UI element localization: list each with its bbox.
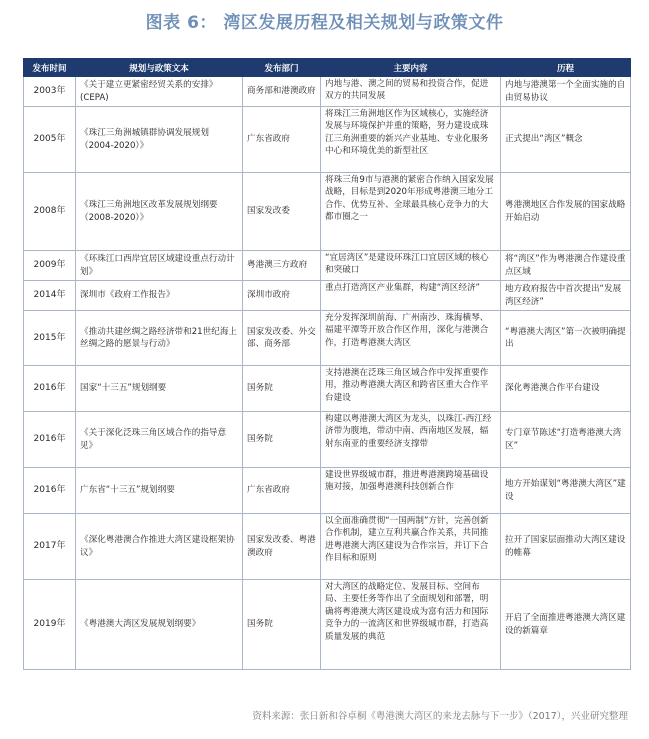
cell-content: 以全面准确贯彻“一国两制”方针，完善创新合作机制，建立互利共赢合作关系，共同推进粤港澳大湾区建设为合作宗旨，并订下合作目标和原则 xyxy=(321,514,501,580)
cell-year: 2005年 xyxy=(24,107,76,173)
table-row xyxy=(24,77,631,107)
table-row xyxy=(24,514,631,580)
table-row xyxy=(24,311,631,366)
cell-department: 国务院 xyxy=(243,412,321,468)
cell-document: 《珠江三角洲地区改革发展规划纲要（2008-2020）》 xyxy=(76,173,243,251)
cell-document: 《关于深化泛珠三角区域合作的指导意见》 xyxy=(76,412,243,468)
cell-content: 将珠三角9市与港澳的紧密合作纳入国家发展战略，目标是到2020年形成粤港澳三地分工合作、优势互补、全球最具核心竞争力的大都市圈之一 xyxy=(321,173,501,251)
cell-department: 国务院 xyxy=(243,366,321,412)
table-row xyxy=(24,580,631,670)
cell-content: 将珠江三角洲地区作为区域核心，实施经济发展与环境保护并重的策略，努力建设成珠江三角洲重要的新兴产业基地、专业化服务中心和环境优美的新型社区 xyxy=(321,107,501,173)
cell-department: 国家发改委、粤港澳政府 xyxy=(243,514,321,580)
cell-year: 2016年 xyxy=(24,468,76,514)
cell-department: 国家发改委 xyxy=(243,173,321,251)
table-row xyxy=(24,468,631,514)
cell-year: 2019年 xyxy=(24,580,76,670)
cell-year: 2008年 xyxy=(24,173,76,251)
cell-year: 2014年 xyxy=(24,281,76,311)
cell-content: 充分发挥深圳前海、广州南沙、珠海横琴、福建平潭等开放合作区作用，深化与港澳合作，打造粤港澳大湾区 xyxy=(321,311,501,366)
header-date: 发布时间 xyxy=(24,59,76,77)
table-row xyxy=(24,173,631,251)
cell-year: 2003年 xyxy=(24,77,76,107)
cell-document: 《环珠江口西岸宜居区域建设重点行动计划》 xyxy=(76,251,243,281)
header-document: 规划与政策文本 xyxy=(76,59,243,77)
cell-document: 《关于建立更紧密经贸关系的安排》(CEPA) xyxy=(76,77,243,107)
cell-department: 深圳市政府 xyxy=(243,281,321,311)
cell-document: 《深化粤港澳合作推进大湾区建设框架协议》 xyxy=(76,514,243,580)
cell-department: 商务部和港澳政府 xyxy=(243,77,321,107)
cell-history: 开启了全面推进粤港澳大湾区建设的新篇章 xyxy=(501,580,631,670)
cell-year: 2016年 xyxy=(24,412,76,468)
cell-department: 粤港澳三方政府 xyxy=(243,251,321,281)
cell-document: 深圳市《政府工作报告》 xyxy=(76,281,243,311)
table-row xyxy=(24,281,631,311)
cell-content: 构建以粤港澳大湾区为龙头，以珠江-西江经济带为腹地，带动中南、西南地区发展，辐射东南亚的重要经济支撑带 xyxy=(321,412,501,468)
cell-history: 专门章节陈述“打造粤港澳大湾区” xyxy=(501,412,631,468)
table-row xyxy=(24,366,631,412)
header-department: 发布部门 xyxy=(243,59,321,77)
cell-content: “宜居湾区”是建设环珠江口宜居区域的核心和突破口 xyxy=(321,251,501,281)
cell-year: 2016年 xyxy=(24,366,76,412)
table-row xyxy=(24,251,631,281)
cell-year: 2009年 xyxy=(24,251,76,281)
cell-document: 国家“十三五”规划纲要 xyxy=(76,366,243,412)
table-row xyxy=(24,412,631,468)
cell-department: 国家发改委、外交部、商务部 xyxy=(243,311,321,366)
cell-content: 内地与港、澳之间的贸易和投资合作，促进双方的共同发展 xyxy=(321,77,501,107)
cell-history: 拉开了国家层面推动大湾区建设的帷幕 xyxy=(501,514,631,580)
cell-year: 2015年 xyxy=(24,311,76,366)
table-row xyxy=(24,107,631,173)
cell-history: 地方开始谋划“粤港澳大湾区”建设 xyxy=(501,468,631,514)
cell-history: 粤港澳地区合作发展的国家战略开始启动 xyxy=(501,173,631,251)
cell-year: 2017年 xyxy=(24,514,76,580)
cell-document: 广东省“十三五”规划纲要 xyxy=(76,468,243,514)
cell-history: 将“湾区”作为粤港澳合作建设重点区域 xyxy=(501,251,631,281)
cell-content: 重点打造湾区产业集群，构建“湾区经济” xyxy=(321,281,501,311)
cell-history: 深化粤港澳合作平台建设 xyxy=(501,366,631,412)
cell-department: 广东省政府 xyxy=(243,468,321,514)
source-note: 资料来源：张日新和谷卓桐《粤港澳大湾区的来龙去脉与下一步》（2017），兴业研究整理 xyxy=(252,711,628,722)
policy-table xyxy=(23,58,631,670)
cell-history: 地方政府报告中首次提出“发展湾区经济” xyxy=(501,281,631,311)
table-header-row xyxy=(24,59,631,77)
cell-document: 《珠江三角洲城镇群协调发展规划（2004-2020）》 xyxy=(76,107,243,173)
cell-history: 内地与港澳第一个全面实施的自由贸易协议 xyxy=(501,77,631,107)
cell-content: 对大湾区的战略定位、发展目标、空间布局、主要任务等作出了全面规划和部署，明确将粤港澳大湾区建设成为富有活力和国际竞争力的一流湾区和世界级城市群，打造高质量发展的典范 xyxy=(321,580,501,670)
cell-content: 建设世界级城市群，推进粤港澳跨境基础设施对接，加强粤港澳科技创新合作 xyxy=(321,468,501,514)
header-content: 主要内容 xyxy=(321,59,501,77)
cell-department: 广东省政府 xyxy=(243,107,321,173)
header-history: 历程 xyxy=(501,59,631,77)
figure-title: 图表 6： 湾区发展历程及相关规划与政策文件 xyxy=(145,13,504,33)
cell-document: 《推动共建丝绸之路经济带和21世纪海上丝绸之路的愿景与行动》 xyxy=(76,311,243,366)
cell-document: 《粤港澳大湾区发展规划纲要》 xyxy=(76,580,243,670)
cell-content: 支持港澳在泛珠三角区域合作中发挥重要作用，推动粤港澳大湾区和跨省区重大合作平台建设 xyxy=(321,366,501,412)
cell-history: 正式提出“湾区”概念 xyxy=(501,107,631,173)
cell-history: “粤港澳大湾区”第一次被明确提出 xyxy=(501,311,631,366)
cell-department: 国务院 xyxy=(243,580,321,670)
